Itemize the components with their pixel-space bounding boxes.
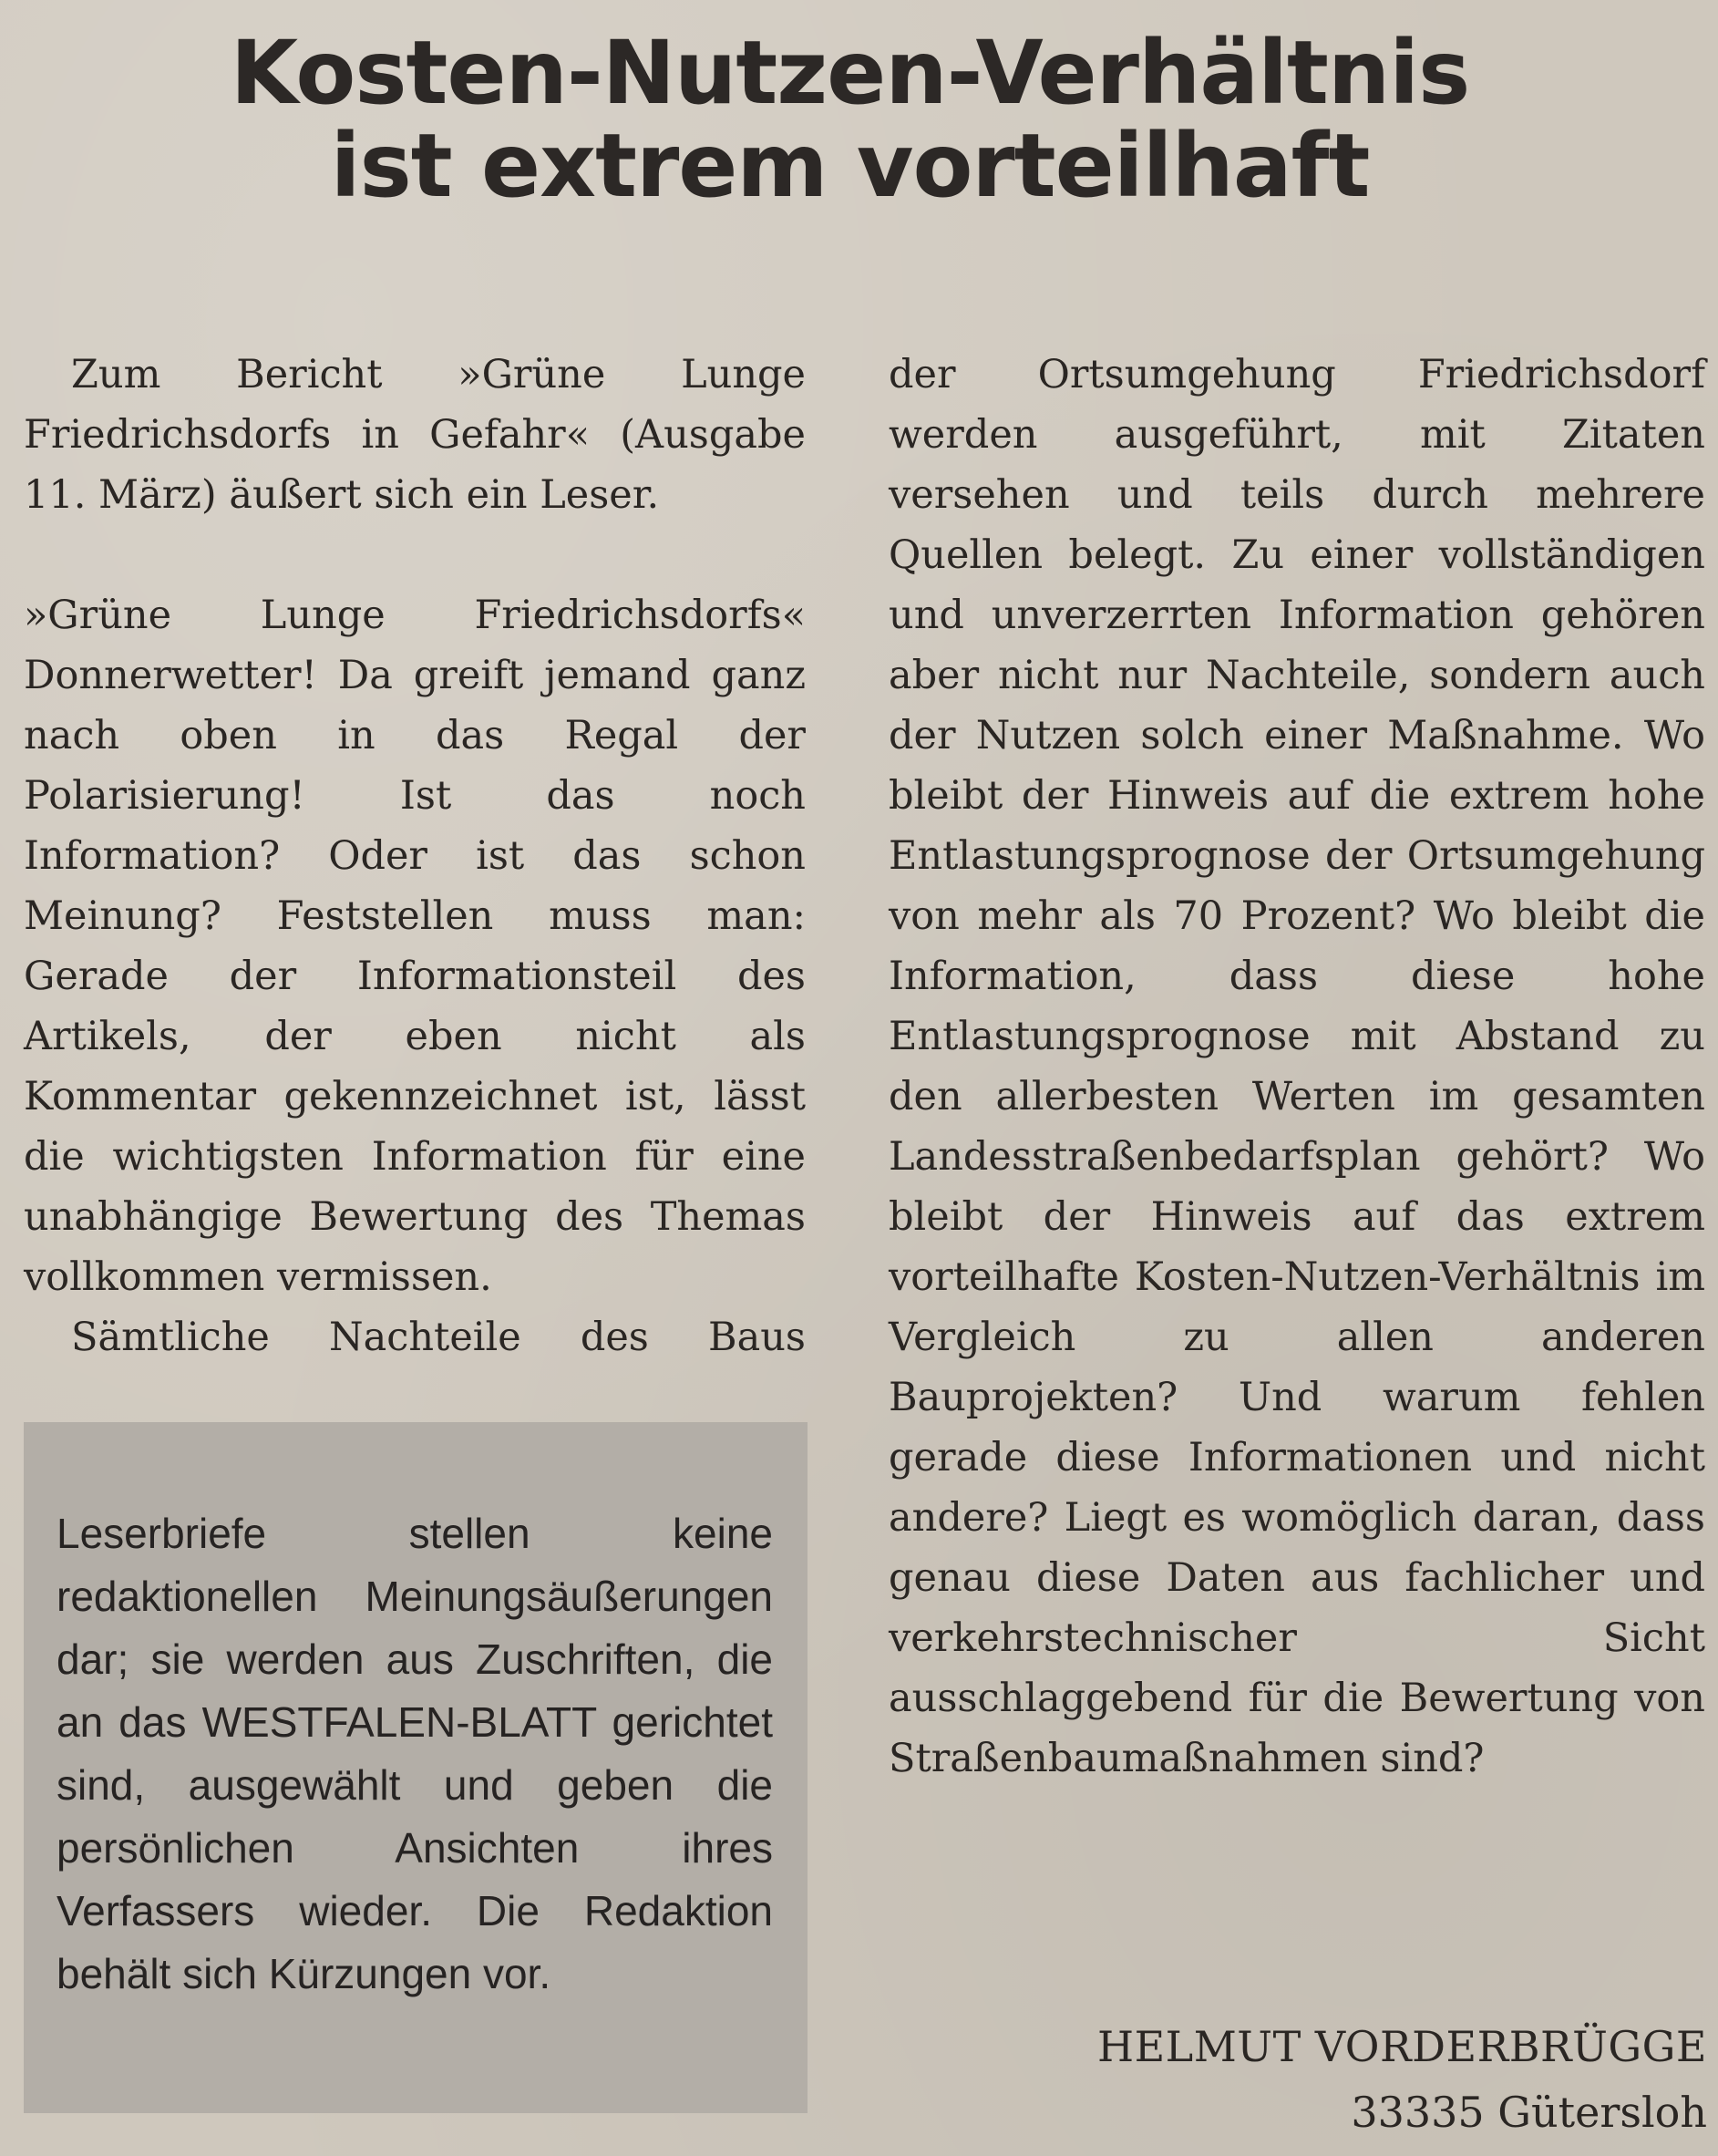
author-location: 33335 Gütersloh <box>1351 2088 1707 2137</box>
intro-paragraph: Zum Bericht »Grüne Lunge Friedrichsdorfs in Gefahr« (Ausgabe 11. März) äußert sich ein Leser. <box>24 352 806 518</box>
body-paragraph-1: »Grüne Lunge Friedrichsdorfs« Donnerwetter! Da greift jemand ganz nach oben in das Regal der Polarisierung! Ist das noch Information? Oder ist das schon Meinung? Feststellen muss man: Gerade der Informationsteil des Artikels, der eben nicht als Kommentar gekennzeichnet ist, lässt die wichtigsten Information für eine unabhängige Bewertung des Themas vollkommen vermissen. <box>24 593 806 1300</box>
right-column <box>889 345 1705 1789</box>
body-paragraph-2-start: Sämtliche Nachteile des Baus <box>71 1315 806 1360</box>
reader-letter-notice-box <box>24 1422 808 2113</box>
headline-line-1: Kosten-Nutzen-Verhältnis <box>230 22 1470 124</box>
notice-text: Leserbriefe stellen keine redaktionellen Meinungsäußerungen dar; sie werden aus Zuschriften, die an das WESTFALEN-BLATT gerichtet sind, ausgewählt und geben die persönlichen Ansichten ihres Verfassers wieder. Die Redaktion behält sich Kürzungen vor. <box>57 1510 773 1997</box>
headline-line-2: ist extrem vorteilhaft <box>330 114 1370 217</box>
left-column <box>24 345 806 1367</box>
body-paragraph-2-continued: der Ortsumgehung Friedrichsdorf werden ausgeführt, mit Zitaten versehen und teils durch mehrere Quellen belegt. Zu einer vollständigen und unverzerrten Information gehören aber nicht nur Nachteile, sondern auch der Nutzen solch einer Maßnahme. Wo bleibt der Hinweis auf die extrem hohe Entlastungsprognose der Ortsumgehung von mehr als 70 Prozent? Wo bleibt die Information, dass diese hohe Entlastungsprognose mit Abstand zu den allerbesten Werten im gesamten Landesstraßenbedarfsplan gehört? Wo bleibt der Hinweis auf das extrem vorteilhafte Kosten-Nutzen-Verhältnis im Vergleich zu allen anderen Bauprojekten? Und warum fehlen gerade diese Informationen und nicht andere? Liegt es womöglich daran, dass genau diese Daten aus fachlicher und verkehrstechnischer Sicht ausschlaggebend für die Bewertung von Straßenbaumaßnahmen sind? <box>889 352 1705 1781</box>
author-name: HELMUT VORDERBRÜGGE <box>1096 2022 1707 2071</box>
headline <box>55 22 1645 217</box>
